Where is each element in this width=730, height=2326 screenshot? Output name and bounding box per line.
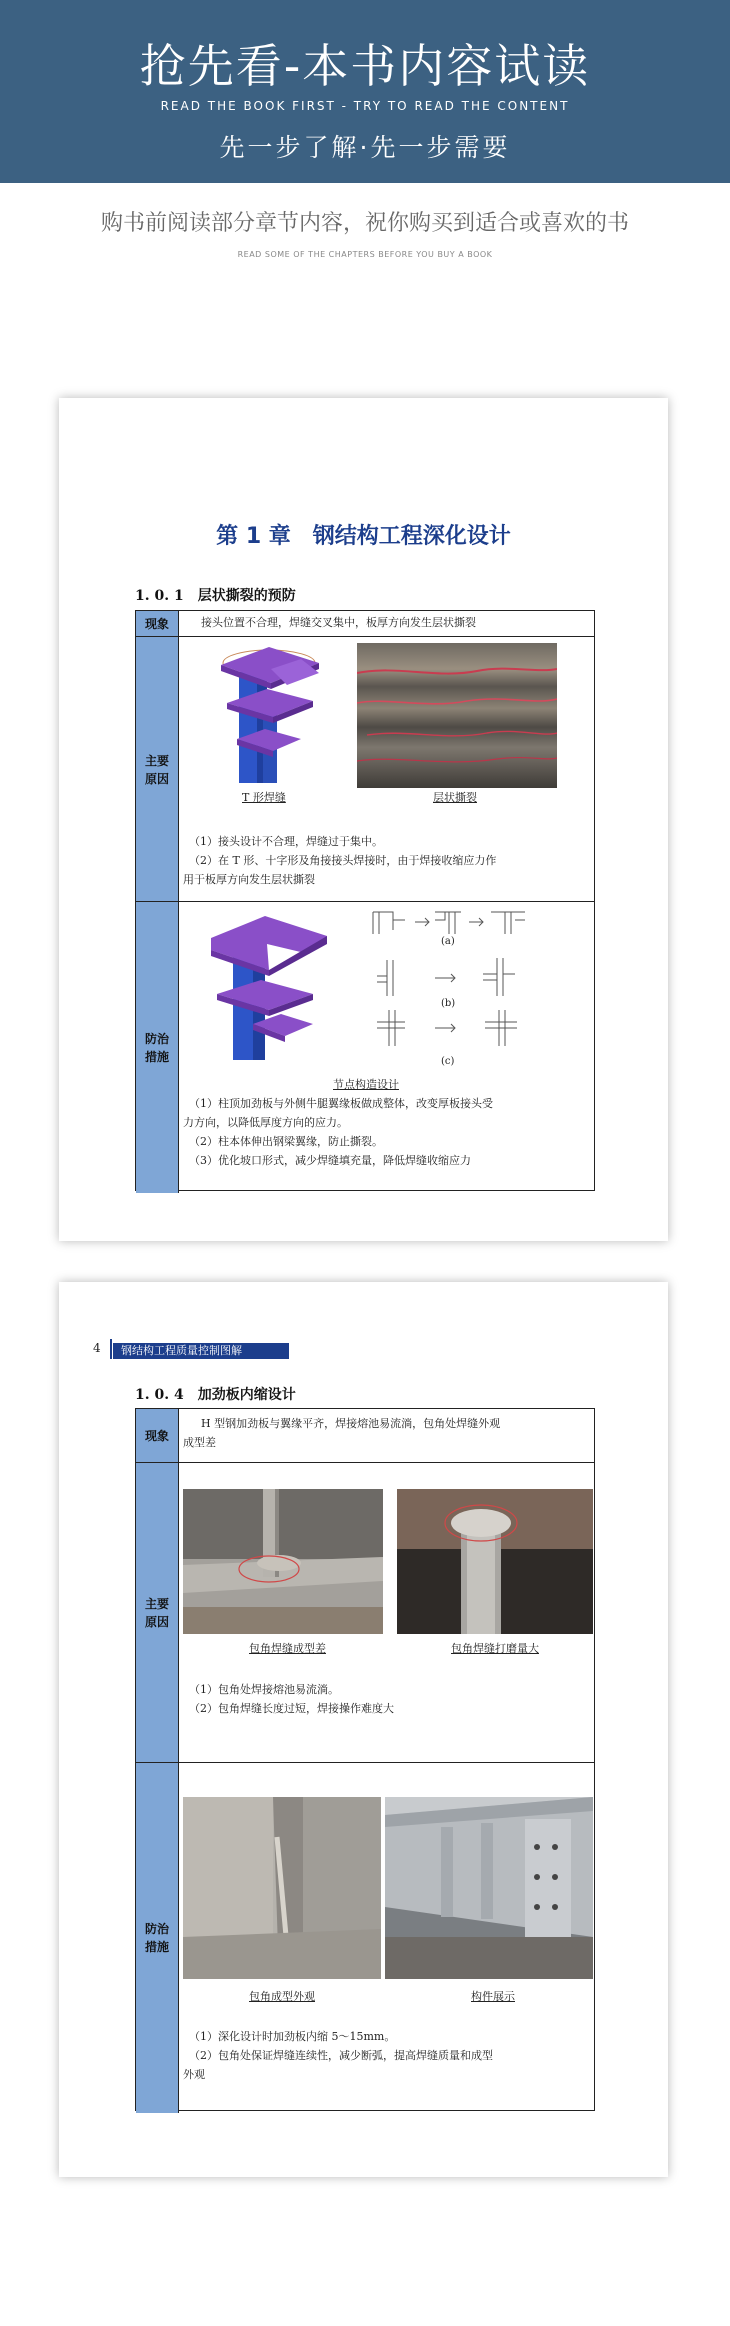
row-content	[179, 1409, 594, 1462]
row-label: 主要原因	[136, 1463, 179, 1763]
banner-slogan: 先一步了解·先一步需要	[219, 133, 511, 162]
row-label: 现象	[136, 611, 179, 636]
book-title: 钢结构工程质量控制图解	[113, 1343, 289, 1359]
caption-t-weld: T 形焊缝	[242, 791, 286, 804]
section-title: 1. 0. 1 层状撕裂的预防	[135, 588, 296, 604]
running-head-bar	[110, 1339, 112, 1359]
caption-grinding: 包角焊缝打磨量大	[451, 1642, 539, 1655]
row-cause	[136, 1462, 594, 1763]
phenomenon-text: 成型差	[183, 1436, 216, 1449]
diagram-label-b: (b)	[441, 998, 456, 1009]
component-photo	[385, 1797, 593, 1979]
lamellar-tear-photo	[357, 643, 557, 788]
cause-item: 用于板厚方向发生层状撕裂	[183, 873, 315, 886]
intro-text: 购书前阅读部分章节内容，祝你购买到适合或喜欢的书	[100, 211, 629, 236]
caption-lamellar-tear: 层状撕裂	[433, 791, 477, 804]
row-content	[179, 902, 594, 1193]
cause-item: （2）在 T 形、十字形及角接接头焊接时，由于焊接收缩应力作	[189, 854, 497, 867]
row-content	[179, 1463, 594, 1763]
cause-item: （1）包角处焊接熔池易流淌。	[189, 1683, 339, 1696]
diagram-label-c: (c)	[441, 1056, 455, 1067]
cause-item: （1）接头设计不合理，焊缝过于集中。	[189, 835, 383, 848]
grinding-photo	[397, 1489, 593, 1634]
measure-item: 外观	[183, 2068, 205, 2081]
book-page-2	[59, 1282, 668, 2177]
content-table	[135, 1408, 595, 2111]
caption-node-design: 节点构造设计	[333, 1078, 399, 1091]
measure-item: （1）深化设计时加劲板内缩 5～15mm。	[189, 2030, 396, 2043]
phenomenon-text: 接头位置不合理，焊缝交叉集中，板厚方向发生层状撕裂	[201, 616, 476, 629]
joint-3d-figure	[209, 910, 333, 1060]
row-measure	[136, 1762, 594, 2113]
measure-item: （1）柱顶加劲板与外侧牛腿翼缘板做成整体，改变厚板接头受	[189, 1097, 493, 1110]
measure-item: （2）包角处保证焊缝连续性，减少断弧，提高焊缝质量和成型	[189, 2049, 493, 2062]
cause-item: （2）包角焊缝长度过短，焊接操作难度大	[189, 1702, 394, 1715]
banner-title: 抢先看-本书内容试读	[139, 39, 591, 93]
t-weld-figure	[217, 643, 325, 783]
row-label: 防治措施	[136, 1763, 179, 2113]
row-content	[179, 637, 594, 902]
chapter-title: 第 1 章 钢结构工程深化设计	[216, 524, 511, 549]
measure-item: （2）柱本体伸出钢梁翼缘，防止撕裂。	[189, 1135, 383, 1148]
intro-text-en: READ SOME OF THE CHAPTERS BEFORE YOU BUY A BOOK	[237, 250, 493, 259]
row-label: 现象	[136, 1409, 179, 1462]
measure-item: （3）优化坡口形式，减少焊缝填充量，降低焊缝收缩应力	[189, 1154, 471, 1167]
measure-item: 力方向，以降低厚度方向的应力。	[183, 1116, 348, 1129]
section-title: 1. 0. 4 加劲板内缩设计	[135, 1387, 296, 1403]
row-label: 主要原因	[136, 637, 179, 902]
node-detail-diagrams	[365, 906, 535, 1074]
header-banner	[0, 0, 730, 183]
content-table	[135, 610, 595, 1191]
row-label: 防治措施	[136, 902, 179, 1193]
diagram-label-a: (a)	[441, 936, 455, 947]
book-page-1	[59, 398, 668, 1241]
banner-subtitle-en: READ THE BOOK FIRST - TRY TO READ THE CONTENT	[160, 99, 570, 113]
row-content	[179, 611, 594, 636]
wrap-appearance-photo	[183, 1797, 381, 1979]
page-number: 4	[93, 1341, 101, 1355]
caption-component: 构件展示	[471, 1990, 515, 2003]
phenomenon-text: H 型钢加劲板与翼缘平齐，焊接熔池易流淌，包角处焊缝外观	[201, 1417, 501, 1430]
row-cause	[136, 636, 594, 902]
row-phenomenon	[136, 611, 594, 636]
row-phenomenon	[136, 1409, 594, 1462]
wrap-weld-photo	[183, 1489, 383, 1634]
caption-wrap-appearance: 包角成型外观	[249, 1990, 315, 2003]
row-content	[179, 1763, 594, 2113]
row-measure	[136, 901, 594, 1193]
caption-wrap-weld: 包角焊缝成型差	[249, 1642, 326, 1655]
